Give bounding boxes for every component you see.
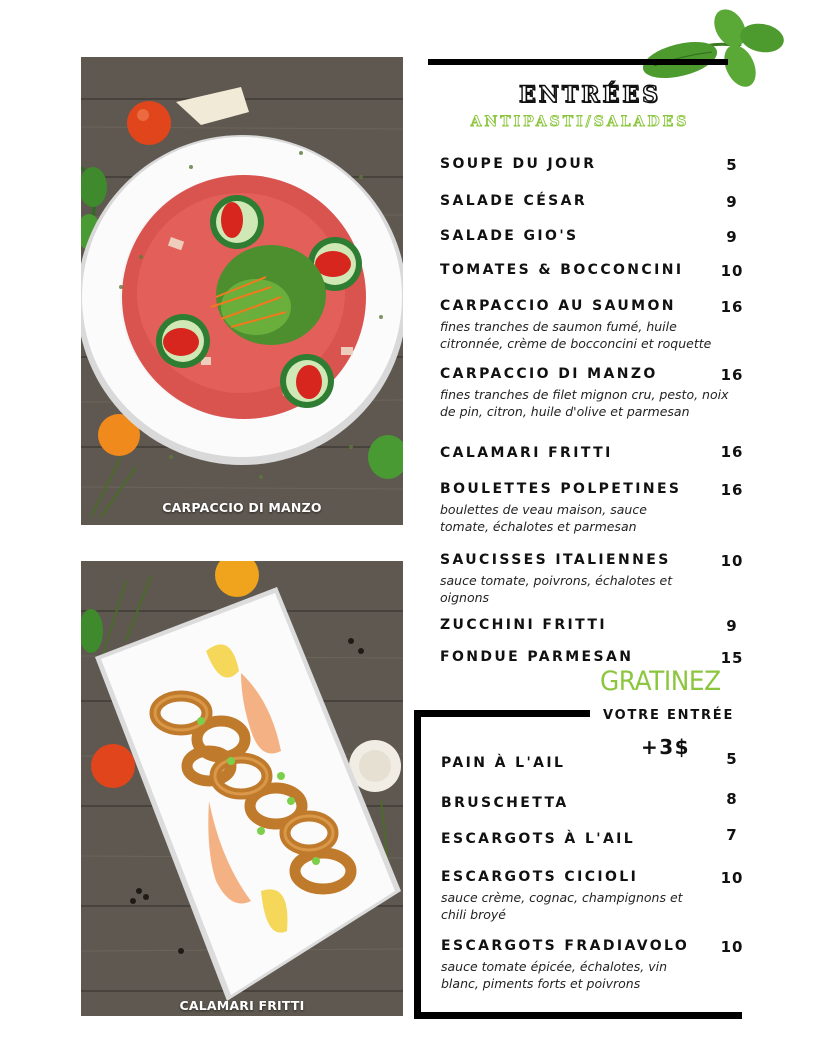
- item-price: 10: [720, 262, 744, 280]
- item-name: TOMATES & BOCCONCINI: [440, 262, 684, 278]
- item-description: sauce tomate, poivrons, échalotes et oignons: [440, 573, 673, 605]
- item-price: 9: [726, 228, 738, 246]
- box-border-left: [414, 710, 421, 1019]
- item-price: 16: [720, 298, 744, 316]
- item-name: CALAMARI FRITTI: [440, 445, 613, 461]
- calamari-illustration: [81, 561, 403, 1016]
- item-price: 16: [720, 481, 744, 499]
- item-price: 9: [726, 617, 738, 635]
- item-description: boulettes de veau maison, sauce tomate, échalotes et parmesan: [440, 502, 647, 534]
- item-name: ESCARGOTS À L'AIL: [441, 831, 636, 847]
- item-price: 15: [720, 649, 744, 667]
- gratinez-surcharge: +3$: [641, 735, 691, 759]
- item-name: SAUCISSES ITALIENNES: [440, 552, 671, 568]
- page-subtitle: ANTIPASTI/SALADES: [470, 114, 690, 130]
- top-rule: [428, 59, 728, 65]
- item-name: BOULETTES POLPETINES: [440, 481, 682, 497]
- photo-calamari: [81, 561, 403, 1016]
- gratinez-heading: GRATINEZ: [600, 666, 721, 697]
- item-price: 10: [720, 869, 744, 887]
- item-description: sauce crème, cognac, champignons et chili broyé: [441, 890, 683, 922]
- item-price: 10: [720, 552, 744, 570]
- item-price: 9: [726, 193, 738, 211]
- item-description: sauce tomate épicée, échalotes, vin blanc, piments forts et poivrons: [441, 959, 667, 991]
- page-title: ENTRÉES: [519, 82, 661, 108]
- item-name: CARPACCIO DI MANZO: [440, 366, 658, 382]
- item-name: PAIN À L'AIL: [441, 755, 566, 771]
- item-description: fines tranches de filet mignon cru, pesto, noix de pin, citron, huile d'olive et parmesan: [440, 387, 729, 419]
- box-border-top: [414, 710, 590, 717]
- photo-caption-calamari: CALAMARI FRITTI: [179, 998, 305, 1013]
- carpaccio-illustration: [81, 57, 403, 525]
- item-price: 10: [720, 938, 744, 956]
- item-price: 5: [726, 156, 738, 174]
- photo-caption-carpaccio: CARPACCIO DI MANZO: [162, 500, 322, 515]
- item-price: 7: [726, 826, 738, 844]
- item-description: fines tranches de saumon fumé, huile citronnée, crème de bocconcini et roquette: [440, 319, 712, 351]
- item-name: ZUCCHINI FRITTI: [440, 617, 607, 633]
- item-price: 16: [720, 366, 744, 384]
- item-name: CARPACCIO AU SAUMON: [440, 298, 676, 314]
- item-name: SALADE CÉSAR: [440, 193, 588, 209]
- item-name: ESCARGOTS CICIOLI: [441, 869, 639, 885]
- item-price: 16: [720, 443, 744, 461]
- gratinez-subtitle: VOTRE ENTRÉE: [603, 708, 735, 723]
- box-border-bottom: [414, 1012, 742, 1019]
- item-price: 8: [726, 790, 738, 808]
- item-name: ESCARGOTS FRADIAVOLO: [441, 938, 690, 954]
- item-name: SALADE GIO'S: [440, 228, 579, 244]
- photo-carpaccio: [81, 57, 403, 525]
- item-price: 5: [726, 750, 738, 768]
- item-name: SOUPE DU JOUR: [440, 156, 597, 172]
- item-name: FONDUE PARMESAN: [440, 649, 634, 665]
- item-name: BRUSCHETTA: [441, 795, 569, 811]
